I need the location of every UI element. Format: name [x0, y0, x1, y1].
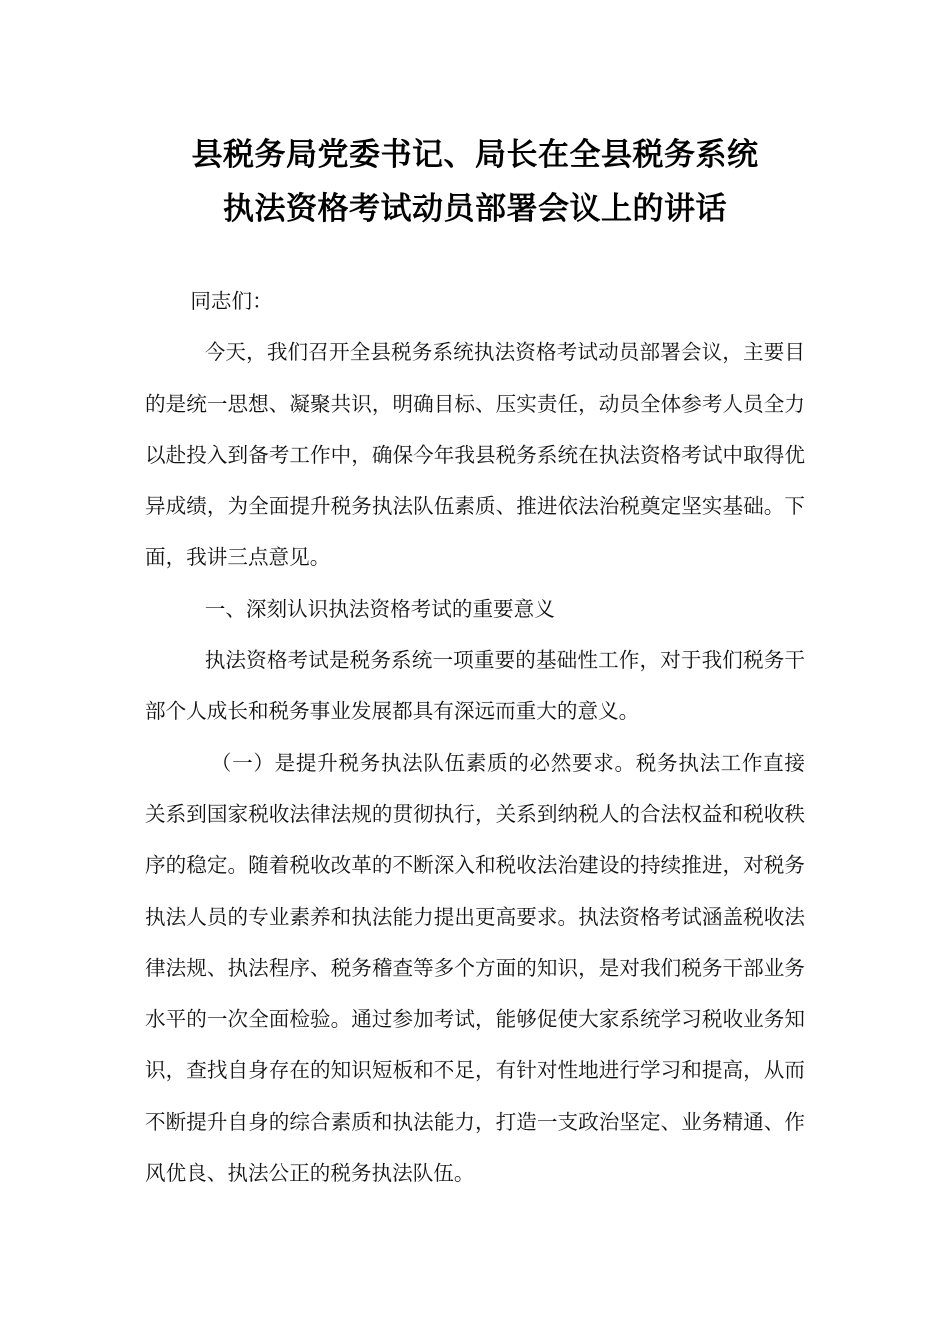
section-heading-1: 一、深刻认识执法资格考试的重要意义 — [204, 596, 555, 621]
document-body — [145, 276, 805, 1199]
paragraph-intro: 今天，我们召开全县税务系统执法资格考试动员部署会议，主要目的是统一思想、凝聚共识，明确目标、压实责任，动员全体参考人员全力以赴投入到备考工作中，确保今年我县税务系统在执法资格考试中取得优异成绩，为全面提升税务执法队伍素质、推进依法治税奠定坚实基础。下面，我讲三点意见。 — [145, 340, 805, 570]
title-line-1: 县税务局党委书记、局长在全县税务系统 — [191, 137, 759, 173]
paragraph-section-1-intro: 执法资格考试是税务系统一项重要的基础性工作，对于我们税务干部个人成长和税务事业发展都具有深远而重大的意义。 — [145, 648, 805, 724]
salutation: 同志们： — [190, 289, 273, 313]
document-title — [0, 128, 950, 236]
paragraph-subsection-1: （一）是提升税务执法队伍素质的必然要求。税务执法工作直接关系到国家税收法律法规的贯彻执行，关系到纳税人的合法权益和税收秩序的稳定。随着税收改革的不断深入和税收法治建设的持续推进，对税务执法人员的专业素养和执法能力提出更高要求。执法资格考试涵盖税收法律法规、执法程序、税务稽查等多个方面的知识，是对我们税务干部业务水平的一次全面检验。通过参加考试，能够促使大家系统学习税收业务知识，查找自身存在的知识短板和不足，有针对性地进行学习和提高，从而不断提升自身的综合素质和执法能力，打造一支政治坚定、业务精通、作风优良、执法公正的税务执法队伍。 — [145, 750, 805, 1186]
title-line-2: 执法资格考试动员部署会议上的讲话 — [223, 191, 727, 227]
